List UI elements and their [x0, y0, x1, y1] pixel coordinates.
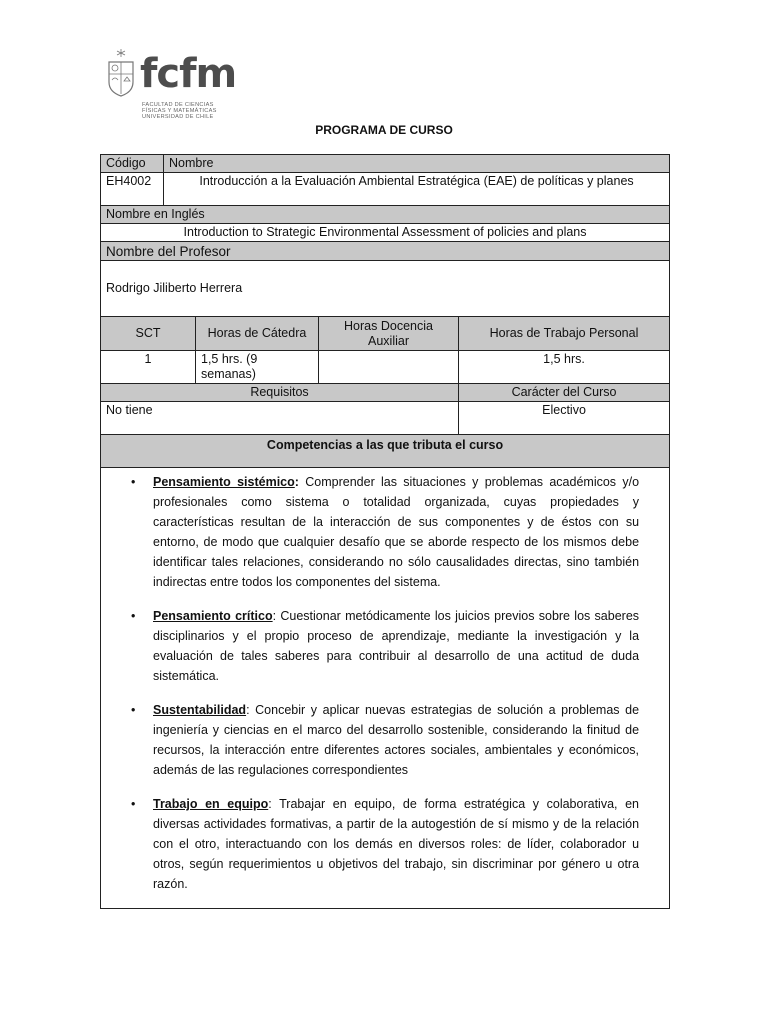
- code-name-row: [101, 173, 670, 206]
- competency-description: Trabajar en equipo, de forma estratégica y colaborativa, en diversas actividades formativas, a partir de la autogestión de sí mismo y de la relación con el otro, interactuando con los demás en diversos roles: de líder, colaborador u otros, según requerimientos u objetivos del trabajo, sin discriminar por género u otra razón.: [153, 797, 640, 891]
- code-name-header-row: [101, 155, 670, 173]
- bullet-icon: •: [131, 797, 136, 811]
- competency-term: Pensamiento crítico: [153, 609, 273, 623]
- name-label: Nombre: [164, 155, 670, 173]
- lecture-hours-value: 1,5 hrs. (9 semanas): [196, 351, 319, 384]
- competencies-header-row: [101, 435, 670, 468]
- sct-header: SCT: [101, 317, 196, 351]
- professor-row: [101, 261, 670, 317]
- english-name: Introduction to Strategic Environmental Assessment of policies and plans: [101, 224, 670, 242]
- hours-values-row: [101, 351, 670, 384]
- course-character-value: Electivo: [459, 402, 670, 435]
- university-seal-icon: [106, 48, 136, 98]
- requirements-value: No tiene: [101, 402, 459, 435]
- competencies-label: Competencias a las que tributa el curso: [101, 435, 670, 468]
- requirements-header-row: [101, 384, 670, 402]
- competency-term: Pensamiento sistémico: [153, 475, 295, 489]
- bullet-icon: •: [131, 475, 136, 489]
- course-character-label: Carácter del Curso: [459, 384, 670, 402]
- requirements-label: Requisitos: [101, 384, 459, 402]
- code-label: Código: [101, 155, 164, 173]
- professor-label-row: [101, 242, 670, 261]
- competency-description: Comprender las situaciones y problemas académicos y/o profesionales como sistema o totalidad organizada, cuyas propiedades y características resultan de la interacción de sus componentes y de éstos con su entorno, de modo que cualquier desafío que se aborde respecto de los mismos debe identificar tales relaciones, considerando no sólo causalidades directas, sino también indirectas entre todos los componentes del sistema.: [153, 475, 640, 589]
- document-title: PROGRAMA DE CURSO: [315, 123, 453, 137]
- competencies-row: [101, 468, 670, 909]
- competencies-list: [101, 468, 669, 894]
- english-name-label: Nombre en Inglés: [101, 206, 670, 224]
- list-item: • Pensamiento crítico: Cuestionar metódicamente los juicios previos sobre los saberes disciplinarios y el propio proceso de aprendizaje, mediante la investigación y la evaluación de tales saberes para contribuir al desarrollo de una actitud de duda sistemática.: [153, 606, 639, 686]
- competency-description: Concebir y aplicar nuevas estrategias de solución a problemas de ingeniería y ciencias en el marco del desarrollo sostenible, considerando la finitud de recursos, la interacción entre diferentes actores sociales, ambientales y económicos, además de las regulaciones correspondientes: [153, 703, 640, 777]
- lecture-hours-header: Horas de Cátedra: [196, 317, 319, 351]
- personal-work-hours-header: Horas de Trabajo Personal: [459, 317, 670, 351]
- list-item: • Sustentabilidad: Concebir y aplicar nuevas estrategias de solución a problemas de ingeniería y ciencias en el marco del desarrollo sostenible, considerando la finitud de recursos, la interacción entre diferentes actores sociales, ambientales y económicos, además de las regulaciones correspondientes: [153, 700, 639, 780]
- list-item: • Trabajo en equipo: Trabajar en equipo, de forma estratégica y colaborativa, en diversas actividades formativas, a partir de la autogestión de sí mismo y de la relación con el otro, interactuando con los demás en diversos roles: de líder, colaborador u otros, según requerimientos u objetivos del trabajo, sin discriminar por género u otra razón.: [153, 794, 639, 894]
- requirements-row: [101, 402, 670, 435]
- course-program-table: [100, 154, 670, 909]
- professor-name: Rodrigo Jiliberto Herrera: [101, 261, 670, 317]
- bullet-icon: •: [131, 703, 136, 717]
- competency-description: Cuestionar metódicamente los juicios previos sobre los saberes disciplinarios y el propio proceso de aprendizaje, mediante la investigación y la evaluación de tales saberes para contribuir al desarrollo de una actitud de duda sistemática.: [153, 609, 640, 683]
- personal-work-hours-value: 1,5 hrs.: [459, 351, 670, 384]
- auxiliary-hours-header: Horas Docencia Auxiliar: [319, 317, 459, 351]
- english-name-row: [101, 224, 670, 242]
- fcfm-logo: [106, 44, 237, 126]
- course-name: Introducción a la Evaluación Ambiental Estratégica (EAE) de políticas y planes: [164, 173, 670, 206]
- course-code: EH4002: [101, 173, 164, 206]
- sct-value: 1: [101, 351, 196, 384]
- auxiliary-hours-value: [319, 351, 459, 384]
- bullet-icon: •: [131, 609, 136, 623]
- professor-label: Nombre del Profesor: [101, 242, 670, 261]
- english-label-row: [101, 206, 670, 224]
- competency-term: Trabajo en equipo: [153, 797, 269, 811]
- fcfm-wordmark: fcfm: [140, 51, 237, 97]
- faculty-subtitle: FACULTAD DE CIENCIAS FÍSICAS Y MATEMÁTICAS UNIVERSIDAD DE CHILE: [142, 102, 217, 120]
- hours-header-row: [101, 317, 670, 351]
- competency-term: Sustentabilidad: [153, 703, 247, 717]
- list-item: • Pensamiento sistémico: Comprender las situaciones y problemas académicos y/o profesionales como sistema o totalidad organizada, cuyas propiedades y características resultan de la interacción de sus componentes y de éstos con su entorno, de modo que cualquier desafío que se aborde respecto de los mismos debe identificar tales relaciones, considerando no sólo causalidades directas, sino también indirectas entre todos los componentes del sistema.: [153, 472, 639, 592]
- competencies-cell: [101, 468, 670, 909]
